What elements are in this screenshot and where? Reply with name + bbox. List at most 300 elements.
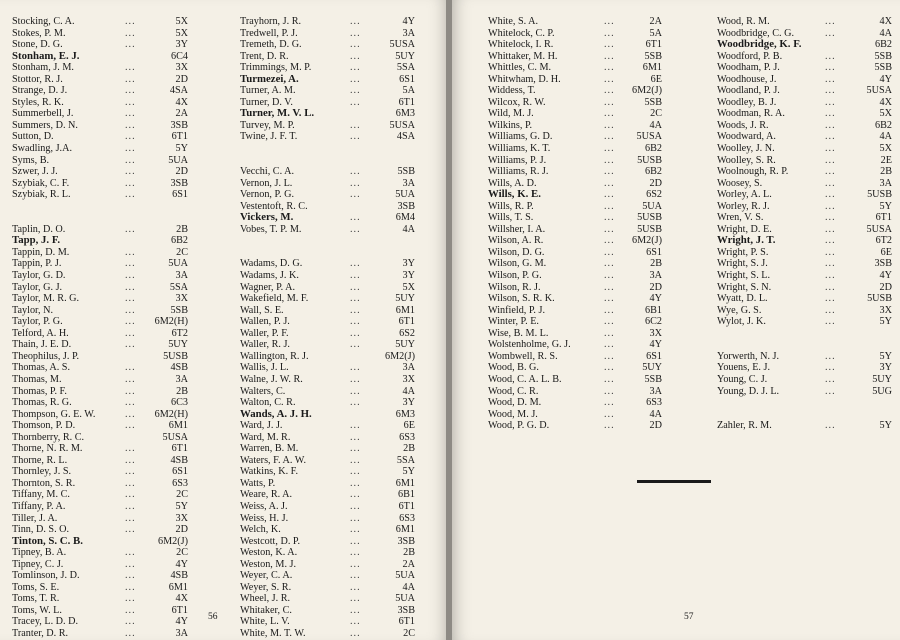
form-code: 6M1 (395, 304, 415, 316)
leader-dots: ... (825, 235, 836, 247)
directory-entry (488, 224, 662, 236)
directory-column (488, 16, 662, 432)
leader-dots: ... (125, 73, 136, 85)
entry-name: Widdess, T. (488, 85, 536, 97)
form-code: 4Y (175, 558, 188, 570)
leader-dots: ... (604, 50, 615, 62)
entry-name: Stonham, J. M. (12, 62, 74, 74)
form-code: 2C (650, 108, 662, 120)
form-code: 6E (650, 73, 662, 85)
form-code: 3SB (170, 119, 188, 131)
leader-dots: ... (350, 581, 361, 593)
directory-entry (240, 282, 415, 294)
entry-name: Youens, E. J. (717, 362, 771, 374)
directory-entry (12, 547, 188, 559)
form-code: 6B2 (645, 143, 662, 155)
entry-name: Taylor, M. R. G. (12, 293, 80, 305)
entry-name: Tinn, D. S. O. (12, 524, 70, 536)
leader-dots: ... (825, 223, 836, 235)
form-code: 3A (175, 373, 188, 385)
directory-entry (12, 189, 188, 201)
leader-dots: ... (125, 177, 136, 189)
entry-name: Vecchi, C. A. (240, 166, 295, 178)
entry-name: Styles, R. K. (12, 96, 64, 108)
directory-entry (12, 593, 188, 605)
entry-name: Wright, J. T. (717, 234, 776, 247)
form-code: 5USB (637, 154, 662, 166)
directory-entry (240, 143, 415, 155)
entry-name: Tranter, D. R. (12, 627, 69, 639)
entry-name: Thorne, R. L. (12, 454, 68, 466)
form-code: 2C (176, 489, 188, 501)
form-code: 5Y (879, 200, 892, 212)
leader-dots: ... (825, 258, 836, 270)
leader-dots: ... (125, 547, 136, 559)
entry-name: Trimmings, M. P. (240, 62, 312, 74)
directory-entry (240, 593, 415, 605)
form-code: 4SA (396, 131, 415, 143)
entry-name: Wylot, J. K. (717, 316, 766, 328)
directory-entry (12, 97, 188, 109)
entry-name: Taylor, G. J. (12, 281, 63, 293)
form-code: 5USA (389, 119, 415, 131)
form-code: 5UA (395, 189, 415, 201)
entry-name: Wood, P. G. D. (488, 420, 550, 432)
directory-entry (240, 443, 415, 455)
directory-entry (12, 513, 188, 525)
leader-dots: ... (350, 570, 361, 582)
leader-dots: ... (350, 535, 361, 547)
leader-dots: ... (125, 131, 136, 143)
directory-entry (488, 74, 662, 86)
leader-dots: ... (604, 154, 615, 166)
directory-entry (488, 247, 662, 259)
entry-name: Williams, P. J. (488, 154, 547, 166)
directory-entry (12, 409, 188, 421)
entry-name: Woodhouse, J. (717, 73, 777, 85)
leader-dots: ... (125, 108, 136, 120)
form-code: 2A (402, 558, 415, 570)
leader-dots: ... (825, 373, 836, 385)
leader-dots: ... (125, 512, 136, 524)
form-code: 2B (403, 443, 415, 455)
leader-dots: ... (604, 73, 615, 85)
directory-entry (12, 270, 188, 282)
directory-entry (488, 143, 662, 155)
directory-entry (717, 51, 892, 63)
leader-dots: ... (825, 281, 836, 293)
entry-name: Wagner, P. A. (240, 281, 296, 293)
entry-name: Stottor, R. J. (12, 73, 63, 85)
entry-name: Szybiak, C. F. (12, 177, 70, 189)
leader-dots: ... (825, 62, 836, 74)
leader-dots: ... (350, 524, 361, 536)
form-code: 5UA (642, 200, 662, 212)
directory-entry (12, 605, 188, 617)
form-code: 2C (176, 246, 188, 258)
form-code: 6B2 (171, 235, 188, 247)
form-code: 5UY (395, 50, 415, 62)
entry-name: Young, D. J. L. (717, 385, 780, 397)
entry-name: Winfield, P. J. (488, 304, 546, 316)
leader-dots: ... (604, 131, 615, 143)
leader-dots: ... (604, 119, 615, 131)
entry-name: Woodland, P. J. (717, 85, 780, 97)
leader-dots: ... (350, 39, 361, 51)
entry-name: Stone, D. G. (12, 39, 63, 51)
entry-name: Weston, M. J. (240, 558, 297, 570)
entry-name: Wheel, J. R. (240, 593, 291, 605)
leader-dots: ... (350, 166, 361, 178)
directory-entry (12, 339, 188, 351)
form-code: 3SB (397, 200, 415, 212)
entry-name: Vobes, T. P. M. (240, 223, 302, 235)
directory-entry (240, 432, 415, 444)
entry-name: Thomas, A. S. (12, 362, 71, 374)
leader-dots: ... (125, 477, 136, 489)
directory-entry (488, 420, 662, 432)
leader-dots: ... (125, 154, 136, 166)
leader-dots: ... (604, 212, 615, 224)
form-code: 5SB (170, 304, 188, 316)
form-code: 4Y (649, 293, 662, 305)
form-code: 4Y (402, 16, 415, 27)
entry-name: Swadling, J.A. (12, 143, 72, 155)
leader-dots: ... (350, 558, 361, 570)
directory-entry (240, 489, 415, 501)
directory-entry (240, 258, 415, 270)
entry-name: Toms, S. E. (12, 581, 60, 593)
entry-name: Toms, T. R. (12, 593, 60, 605)
form-code: 6T1 (398, 616, 415, 628)
leader-dots: ... (350, 547, 361, 559)
leader-dots: ... (604, 327, 615, 339)
entry-name: Tinton, S. C. B. (12, 534, 83, 547)
leader-dots: ... (604, 258, 615, 270)
entry-name: Wallen, P. J. (240, 316, 290, 328)
form-code: 6M4 (395, 212, 415, 224)
leader-dots: ... (350, 477, 361, 489)
form-code: 4A (879, 131, 892, 143)
entry-name: Stonham, E. J. (12, 49, 80, 62)
form-code: 6S1 (646, 350, 662, 362)
entry-name: Worley, A. L. (717, 189, 772, 201)
entry-name: Wild, M. J. (488, 108, 534, 120)
form-code: 5SB (644, 373, 662, 385)
form-code: 5Y (175, 143, 188, 155)
form-code: 6M1 (168, 581, 188, 593)
directory-entry (717, 85, 892, 97)
form-code: 3A (402, 362, 415, 374)
leader-dots: ... (350, 327, 361, 339)
directory-entry (240, 131, 415, 143)
entry-name: Tapp, J. F. (12, 234, 61, 247)
form-code: 5UY (395, 339, 415, 351)
entry-name: Wilson, S. R. K. (488, 293, 555, 305)
directory-entry (717, 351, 892, 363)
leader-dots: ... (825, 73, 836, 85)
form-code: 4Y (879, 270, 892, 282)
leader-dots: ... (604, 293, 615, 305)
form-code: 5Y (879, 420, 892, 432)
directory-entry (488, 51, 662, 63)
leader-dots: ... (350, 293, 361, 305)
leader-dots: ... (125, 27, 136, 39)
entry-name: Wallington, R. J. (240, 350, 309, 362)
leader-dots: ... (350, 212, 361, 224)
entry-name: Turvey, M. P. (240, 119, 295, 131)
directory-entry (488, 258, 662, 270)
leader-dots: ... (604, 373, 615, 385)
leader-dots: ... (350, 281, 361, 293)
entry-name: Warren, B. M. (240, 443, 299, 455)
directory-entry (240, 178, 415, 190)
entry-name: Waters, F. A. W. (240, 454, 306, 466)
left-page (0, 0, 448, 640)
leader-dots: ... (350, 50, 361, 62)
leader-dots: ... (604, 350, 615, 362)
entry-name: Ward, M. R. (240, 431, 291, 443)
entry-name: Wombwell, R. S. (488, 350, 558, 362)
leader-dots: ... (125, 408, 136, 420)
leader-dots: ... (125, 558, 136, 570)
entry-name: Wall, S. E. (240, 304, 284, 316)
form-code: 5UA (168, 154, 188, 166)
leader-dots: ... (604, 108, 615, 120)
leader-dots: ... (350, 85, 361, 97)
directory-entry (488, 328, 662, 340)
directory-entry (488, 339, 662, 351)
entry-name: Wilkins, P. (488, 119, 533, 131)
leader-dots: ... (350, 177, 361, 189)
form-code: 5X (175, 16, 188, 27)
directory-entry (240, 582, 415, 594)
directory-entry (240, 189, 415, 201)
entry-name: Taplin, D. O. (12, 223, 66, 235)
entry-name: Wood, M. J. (488, 408, 538, 420)
entry-name: Stokes, P. M. (12, 27, 66, 39)
form-code: 5SA (169, 281, 188, 293)
directory-entry (240, 605, 415, 617)
entry-name: Tappin, P. J. (12, 258, 62, 270)
form-code: 5UY (168, 339, 188, 351)
form-code: 6B1 (398, 489, 415, 501)
directory-entry (717, 74, 892, 86)
form-code: 4SB (170, 454, 188, 466)
leader-dots: ... (825, 212, 836, 224)
leader-dots: ... (825, 362, 836, 374)
leader-dots: ... (125, 270, 136, 282)
leader-dots: ... (125, 616, 136, 628)
form-code: 3X (402, 373, 415, 385)
directory-column (12, 16, 188, 640)
form-code: 5SA (396, 454, 415, 466)
form-code: 3Y (402, 270, 415, 282)
directory-entry (240, 478, 415, 490)
form-code: 6T2 (171, 327, 188, 339)
entry-name: Williams, G. D. (488, 131, 553, 143)
entry-name: Westcott, D. P. (240, 535, 301, 547)
form-code: 6S3 (646, 397, 662, 409)
leader-dots: ... (125, 466, 136, 478)
form-code: 3Y (402, 397, 415, 409)
leader-dots: ... (604, 16, 615, 27)
form-code: 6B2 (645, 166, 662, 178)
leader-dots: ... (350, 489, 361, 501)
directory-entry (717, 282, 892, 294)
form-code: 2D (175, 73, 188, 85)
form-code: 5USA (162, 431, 188, 443)
form-code: 6M2(J) (632, 85, 662, 97)
leader-dots: ... (125, 96, 136, 108)
directory-entry (717, 143, 892, 155)
leader-dots: ... (350, 604, 361, 616)
leader-dots: ... (125, 593, 136, 605)
directory-entry (12, 155, 188, 167)
leader-dots: ... (825, 108, 836, 120)
leader-dots: ... (604, 223, 615, 235)
directory-entry (240, 305, 415, 317)
form-code: 2B (403, 547, 415, 559)
directory-entry (12, 397, 188, 409)
leader-dots: ... (604, 304, 615, 316)
directory-entry (12, 316, 188, 328)
form-code: 4A (649, 408, 662, 420)
leader-dots: ... (125, 85, 136, 97)
entry-name: Yorwerth, N. J. (717, 350, 780, 362)
directory-entry (488, 305, 662, 317)
leader-dots: ... (825, 189, 836, 201)
directory-entry (12, 28, 188, 40)
directory-entry (488, 293, 662, 305)
leader-dots: ... (604, 397, 615, 409)
form-code: 2A (175, 108, 188, 120)
form-code: 6T1 (398, 96, 415, 108)
directory-entry (12, 143, 188, 155)
leader-dots: ... (350, 304, 361, 316)
directory-entry (717, 362, 892, 374)
directory-entry (12, 628, 188, 640)
entry-name: Whitaker, C. (240, 604, 292, 616)
entry-name: Strange, D. J. (12, 85, 68, 97)
entry-name: Whitelock, C. P. (488, 27, 555, 39)
form-code: 3X (879, 304, 892, 316)
form-code: 5X (402, 281, 415, 293)
form-code: 6S3 (172, 477, 188, 489)
leader-dots: ... (604, 39, 615, 51)
entry-name: Wallis, J. L. (240, 362, 289, 374)
entry-name: Toms, W. L. (12, 604, 62, 616)
form-code: 2D (879, 281, 892, 293)
directory-entry (12, 62, 188, 74)
form-code: 4Y (649, 339, 662, 351)
leader-dots: ... (350, 443, 361, 455)
leader-dots: ... (604, 177, 615, 189)
entry-name: Trayhorn, J. R. (240, 16, 302, 27)
form-code: 5SB (397, 166, 415, 178)
leader-dots: ... (604, 362, 615, 374)
form-code: 5A (649, 27, 662, 39)
entry-name: Whitwham, D. H. (488, 73, 561, 85)
entry-name: Tipney, C. J. (12, 558, 64, 570)
form-code: 2A (649, 16, 662, 27)
entry-name: Walne, J. W. R. (240, 373, 303, 385)
form-code: 6M2(H) (154, 408, 188, 420)
leader-dots: ... (125, 339, 136, 351)
leader-dots: ... (604, 62, 615, 74)
entry-name: Zahler, R. M. (717, 420, 772, 432)
entry-name: Wilson, A. R. (488, 235, 544, 247)
form-code: 4A (402, 385, 415, 397)
directory-entry (240, 39, 415, 51)
leader-dots: ... (350, 362, 361, 374)
leader-dots: ... (825, 96, 836, 108)
form-code: 6S1 (172, 189, 188, 201)
leader-dots: ... (604, 408, 615, 420)
leader-dots: ... (604, 316, 615, 328)
entry-name: Wright, S. J. (717, 258, 768, 270)
directory-entry (240, 374, 415, 386)
entry-name: Woodward, A. (717, 131, 776, 143)
leader-dots: ... (350, 593, 361, 605)
form-code: 5UA (168, 258, 188, 270)
leader-dots: ... (125, 420, 136, 432)
form-code: 6E (880, 246, 892, 258)
leader-dots: ... (125, 327, 136, 339)
section-end-rule (637, 480, 711, 483)
entry-name: Szybiak, R. L. (12, 189, 71, 201)
entry-name: Vestentoft, R. C. (240, 200, 308, 212)
entry-name: Willsher, I. A. (488, 223, 546, 235)
leader-dots: ... (604, 189, 615, 201)
directory-entry (12, 201, 188, 213)
directory-entry (12, 258, 188, 270)
form-code: 3A (402, 27, 415, 39)
page-number: 57 (684, 612, 694, 622)
leader-dots: ... (825, 293, 836, 305)
entry-name: Wolstenholme, G. J. (488, 339, 571, 351)
form-code: 6T1 (398, 500, 415, 512)
entry-name: Turner, D. V. (240, 96, 293, 108)
entry-name: Wye, G. S. (717, 304, 762, 316)
directory-entry (488, 131, 662, 143)
leader-dots: ... (825, 304, 836, 316)
leader-dots: ... (350, 96, 361, 108)
directory-entry (240, 397, 415, 409)
leader-dots: ... (350, 627, 361, 639)
directory-entry (717, 178, 892, 190)
entry-name: Wood, C. R. (488, 385, 539, 397)
entry-name: Thomas, R. G. (12, 397, 72, 409)
form-code: 5A (402, 85, 415, 97)
form-code: 2D (649, 281, 662, 293)
directory-entry (12, 616, 188, 628)
form-code: 6S2 (399, 327, 415, 339)
directory-entry (717, 16, 892, 28)
form-code: 5USA (389, 39, 415, 51)
directory-entry (488, 397, 662, 409)
directory-entry (240, 570, 415, 582)
page-number: 56 (208, 612, 218, 622)
directory-entry (12, 85, 188, 97)
directory-entry (240, 616, 415, 628)
form-code: 6T2 (875, 235, 892, 247)
directory-entry (240, 235, 415, 247)
directory-entry (717, 39, 892, 51)
form-code: 5X (175, 27, 188, 39)
entry-name: Wands, A. J. H. (240, 407, 312, 420)
form-code: 5UY (642, 362, 662, 374)
